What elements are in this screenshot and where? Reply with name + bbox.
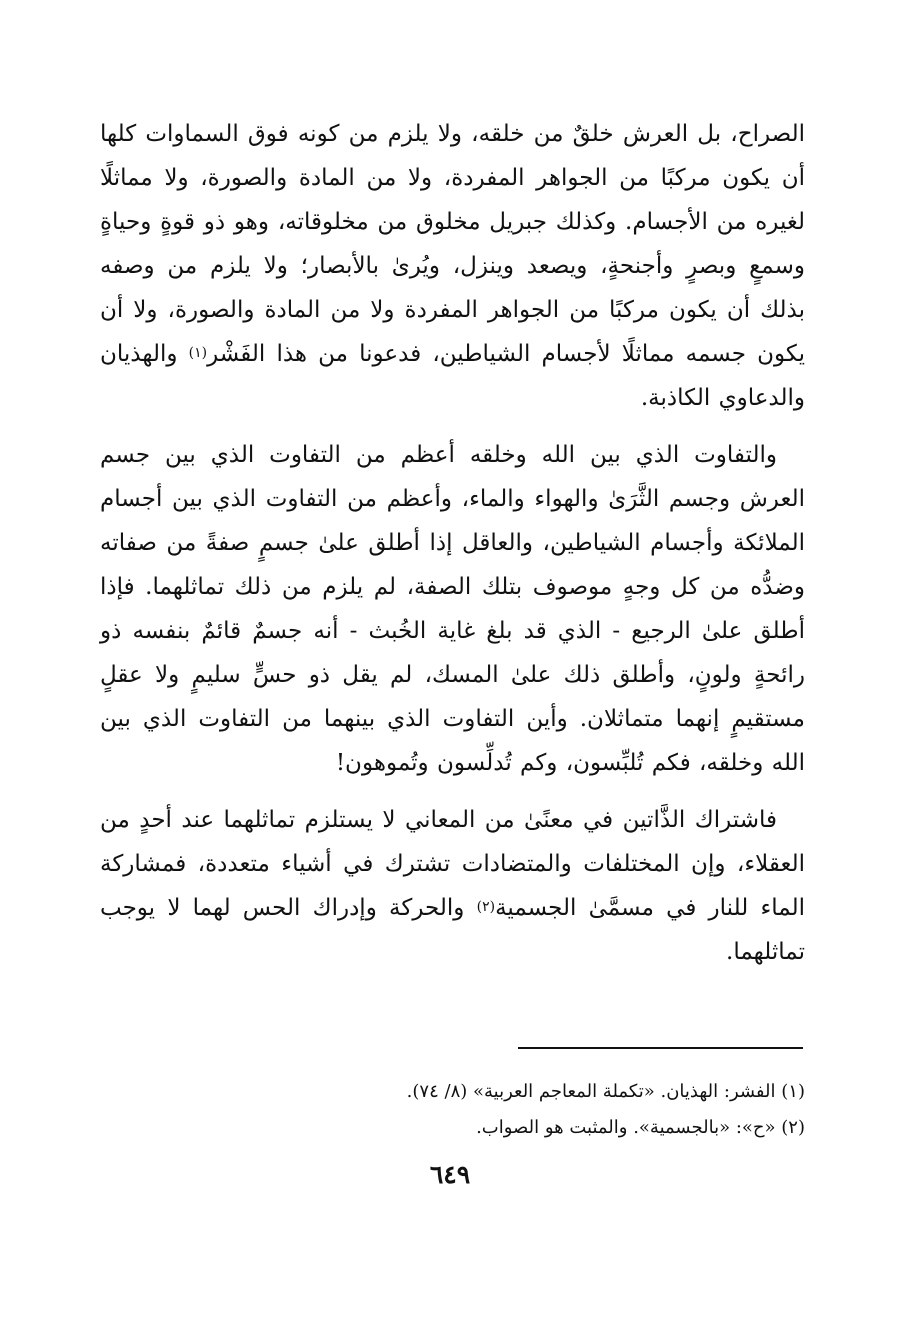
paragraph-2-text: والتفاوت الذي بين الله وخلقه أعظم من التفاوت الذي بين جسم العرش وجسم الثَّرَىٰ والهواء والماء، وأعظم من التفاوت الذي بين أجسام الملائكة وأجسام الشياطين، والعاقل إذا أطلق علىٰ جسمٍ صفةً من صفاته وضدُّه من كل وجهٍ موصوف بتلك الصفة، لم يلزم من ذلك تماثلهما. فإذا أطلق علىٰ الرجيع - الذي قد بلغ غاية الخُبث - أنه جسمٌ قائمٌ بنفسه ذو رائحةٍ ولونٍ، وأطلق ذلك علىٰ المسك، لم يقل ذو حسٍّ سليمٍ ولا عقلٍ مستقيمٍ إنهما متماثلان. وأين التفاوت الذي بينهما من التفاوت الذي بين الله وخلقه، فكم تُلبِّسون، وكم تُدلِّسون وتُموهون! — [100, 442, 805, 776]
paragraph-2 — [100, 433, 805, 785]
main-text — [100, 112, 805, 987]
page-number: ٦٤٩ — [429, 1160, 471, 1189]
paragraph-3 — [100, 798, 805, 974]
footnote-2 — [100, 1110, 805, 1146]
paragraph-1 — [100, 112, 805, 420]
footnotes — [100, 1074, 805, 1146]
footnote-1-text: الفشر: الهذيان. «تكملة المعاجم العربية» (٨/ ٧٤). — [406, 1081, 776, 1102]
paragraph-3-text: فاشتراك الذَّاتين في معنًىٰ من المعاني لا يستلزم تماثلهما عند أحدٍ من العقلاء، وإن المختلفات والمتضادات تشترك في أشياء متعددة، فمشاركة الماء للنار في مسمَّىٰ الجسمية — [100, 807, 805, 921]
paragraph-1-continuation: والهذيان والدعاوي الكاذبة. — [100, 341, 805, 411]
paragraph-3-continuation: والحركة وإدراك الحس لهما لا يوجب تماثلهما. — [100, 895, 805, 965]
footnote-1-number: (١) — [781, 1081, 805, 1102]
footnote-2-text: «ح»: «بالجسمية». والمثبت هو الصواب. — [476, 1117, 776, 1138]
footnote-1 — [100, 1074, 805, 1110]
footnote-ref-2: (٢) — [476, 899, 496, 915]
footnote-ref-1: (١) — [188, 345, 208, 361]
paragraph-1-text: الصراح، بل العرش خلقٌ من خلقه، ولا يلزم من كونه فوق السماوات كلها أن يكون مركبًا من الجواهر المفردة، ولا من المادة والصورة، ولا مماثلًا لغيره من الأجسام. وكذلك جبريل مخلوق من مخلوقاته، وهو ذو قوةٍ وحياةٍ وسمعٍ وبصرٍ وأجنحةٍ، ويصعد وينزل، ويُرىٰ بالأبصار؛ ولا يلزم من وصفه بذلك أن يكون مركبًا من الجواهر المفردة ولا من المادة والصورة، ولا أن يكون جسمه مماثلًا لأجسام الشياطين، فدعونا من هذا الفَشْر — [100, 121, 805, 367]
footnote-divider — [518, 1047, 803, 1049]
footnote-2-number: (٢) — [781, 1117, 805, 1138]
